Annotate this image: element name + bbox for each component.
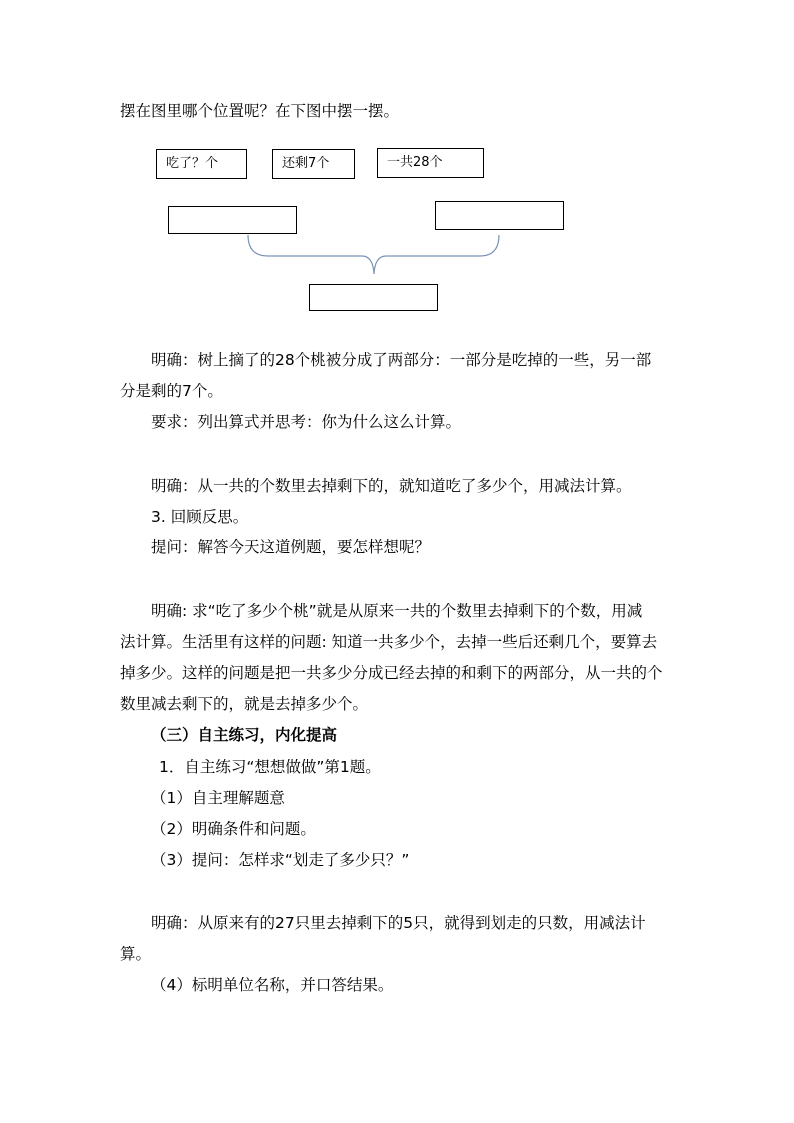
clarify3-line1: 明确: 求“吃了多少个桃”就是从原来一共的个数里去掉剩下的个数，用减	[151, 602, 643, 620]
slot-total-blank[interactable]	[309, 284, 438, 311]
exercise1-step-d: （4）标明单位名称，并口答结果。	[151, 976, 394, 994]
exercise1-step-b: （2）明确条件和问题。	[151, 820, 316, 838]
requirement-text: 要求：列出算式并思考：你为什么这么计算。	[151, 413, 462, 431]
curly-brace-diagram	[240, 230, 505, 280]
clarify2-text: 明确：从一共的个数里去掉剩下的，就知道吃了多少个，用减法计算。	[151, 477, 632, 495]
clarify4-line1: 明确：从原来有的27只里去掉剩下的5只，就得到划走的只数，用减法计	[151, 914, 646, 932]
question-text: 提问：解答今天这道例题，要怎样想呢？	[151, 538, 431, 556]
brace-path	[248, 235, 499, 274]
section-title: （三）自主练习，内化提高	[151, 726, 338, 744]
card-eaten[interactable]: 吃了？个	[156, 149, 247, 179]
intro-text: 摆在图里哪个位置呢？在下图中摆一摆。	[120, 102, 400, 120]
card-left[interactable]: 还剩7个	[272, 149, 355, 179]
clarify1-line2: 分是剩的7个。	[120, 382, 223, 400]
clarify3-line4: 数里减去剩下的，就是去掉多少个。	[120, 695, 369, 713]
step3-text: 3. 回顾反思。	[151, 508, 249, 526]
slot-right-blank[interactable]	[435, 201, 564, 230]
exercise1-text: 1．自主练习“想想做做”第1题。	[159, 758, 381, 776]
clarify4-line2: 算。	[120, 945, 152, 963]
card-total[interactable]: 一共28个	[377, 148, 484, 178]
exercise1-step-c: （3）提问：怎样求“划走了多少只？”	[151, 851, 410, 869]
clarify3-line2: 法计算。生活里有这样的问题: 知道一共多少个，去掉一些后还剩几个，要算去	[120, 633, 658, 651]
clarify1-line1: 明确：树上摘了的28个桃被分成了两部分：一部分是吃掉的一些，另一部	[151, 351, 652, 369]
clarify3-line3: 掉多少。这样的问题是把一共多少分成已经去掉的和剩下的两部分，从一共的个	[120, 664, 663, 682]
exercise1-step-a: （1）自主理解题意	[151, 789, 285, 807]
